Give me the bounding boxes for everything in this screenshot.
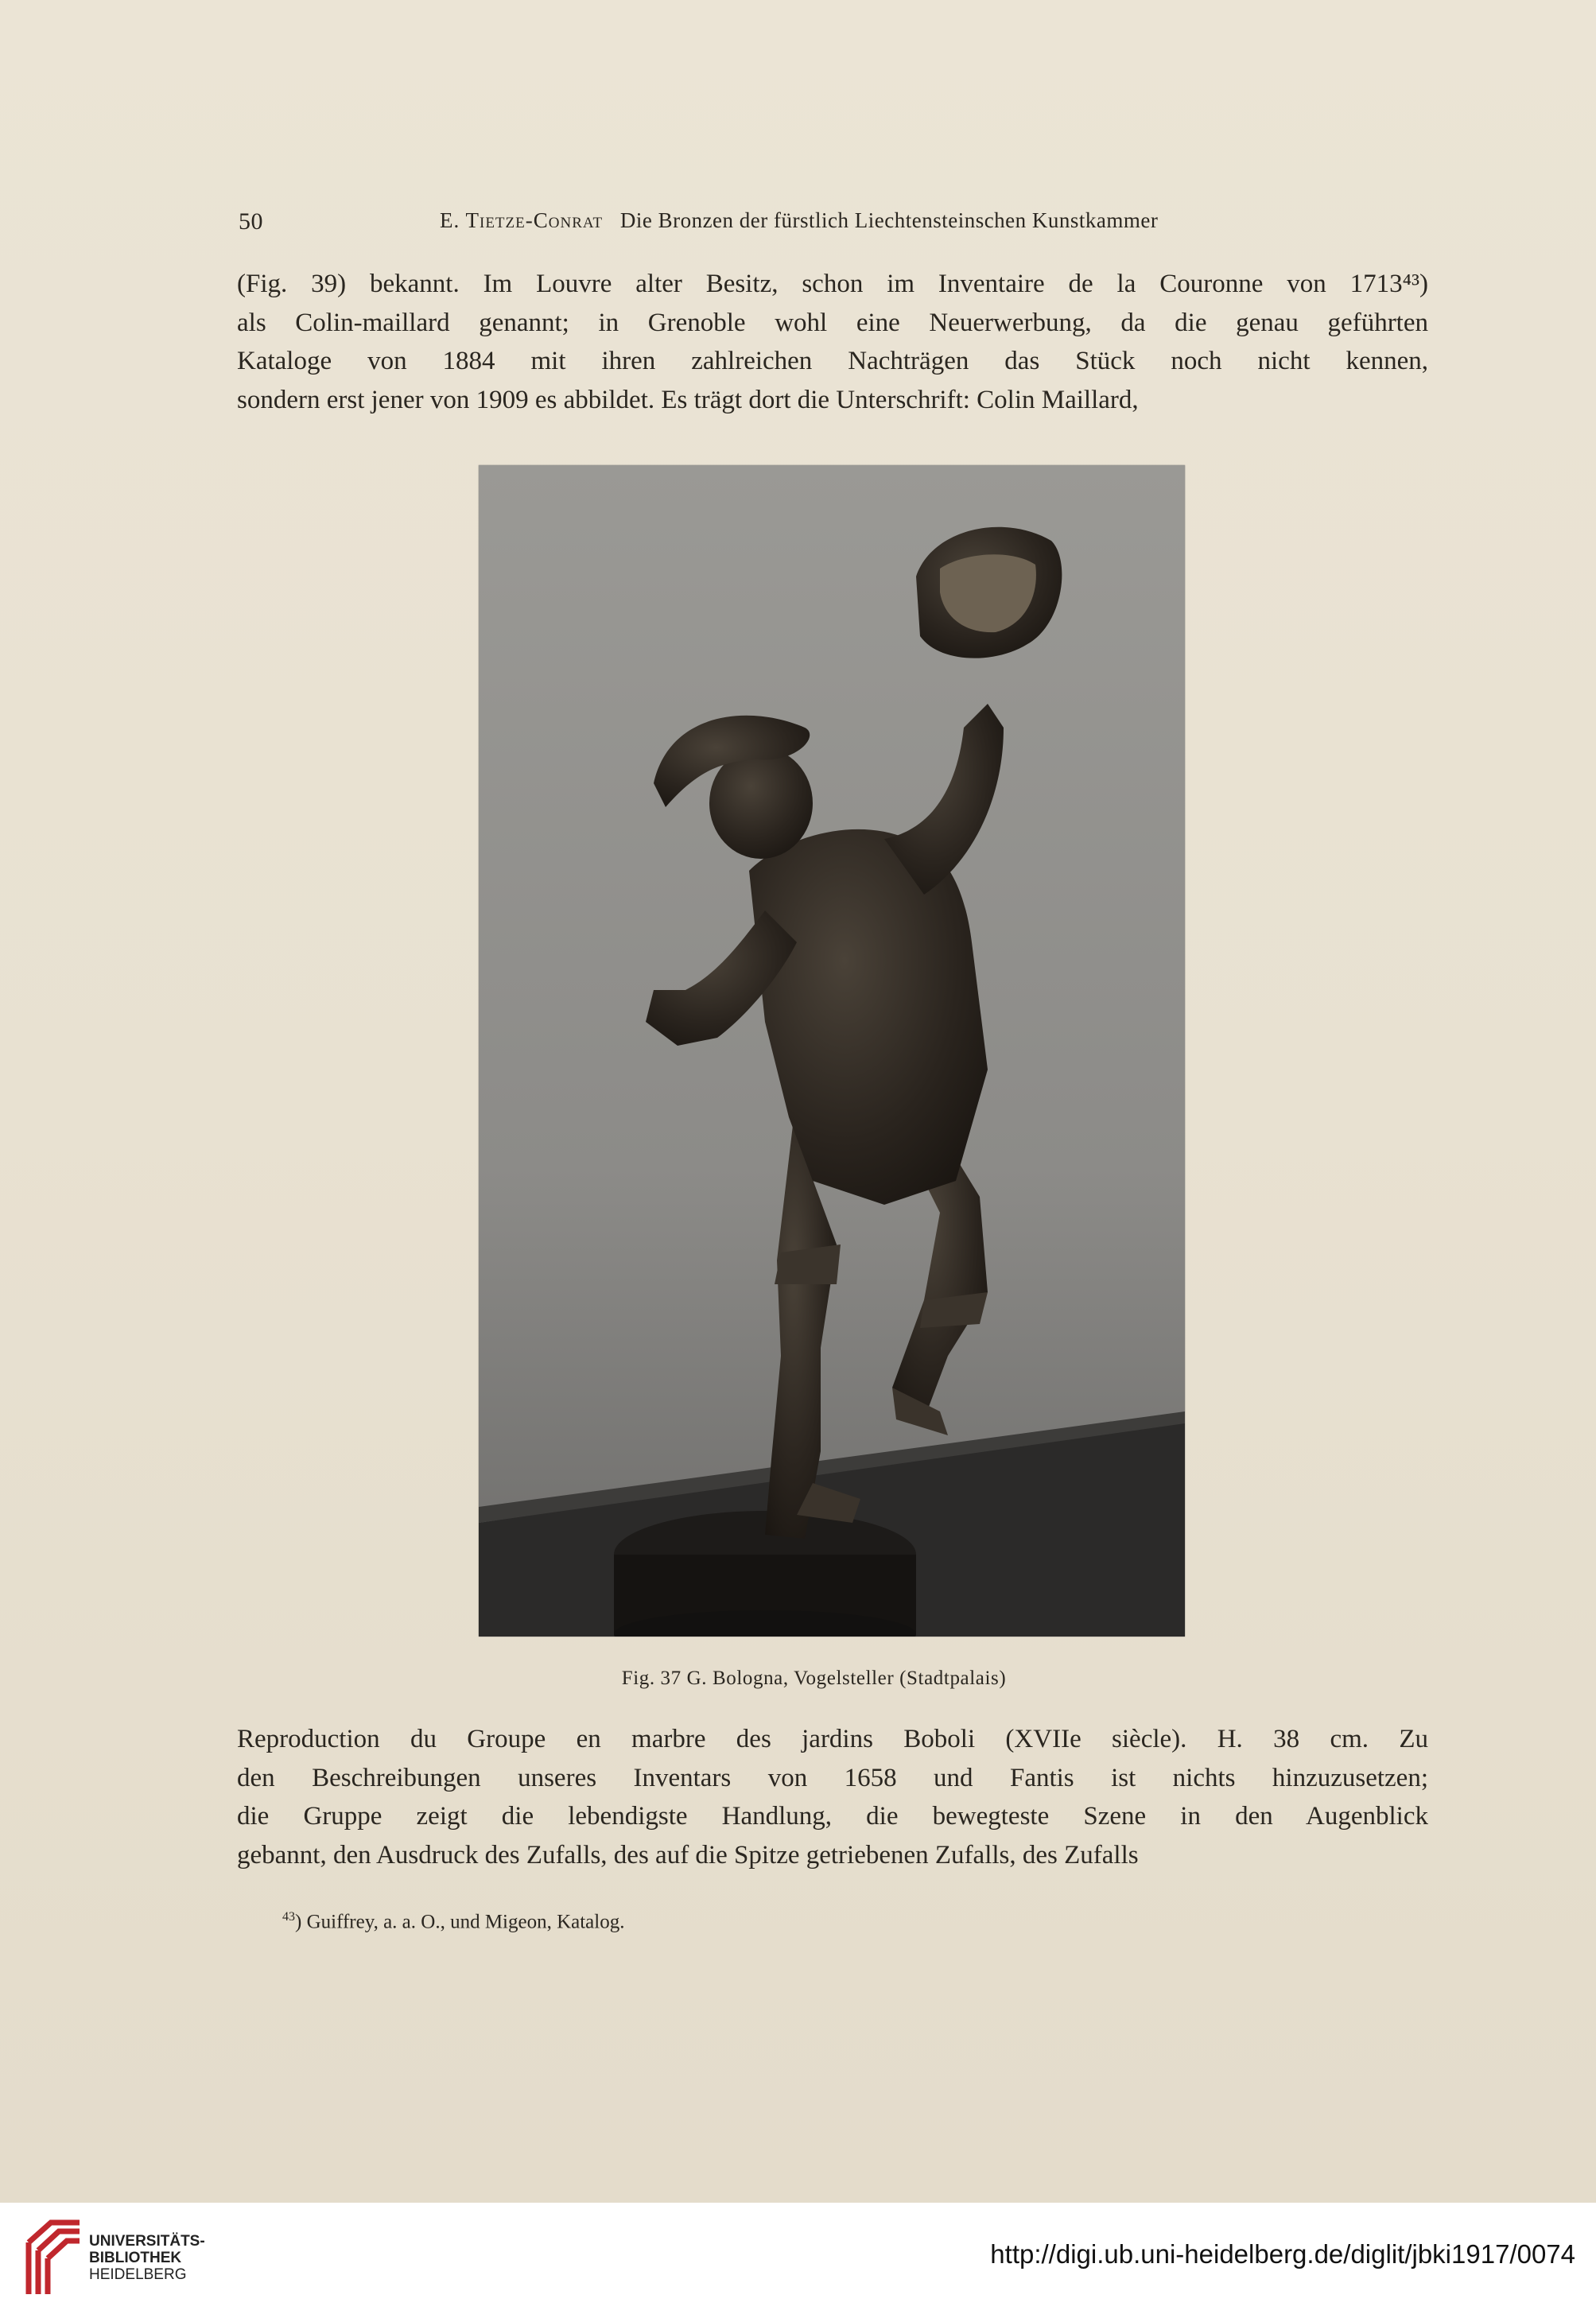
bronze-statuette-image (479, 465, 1185, 1637)
text-line: (Fig. 39) bekannt. Im Louvre alter Besitz, schon im Inventaire de la Couronne von 1713⁴³) (237, 270, 1428, 298)
header-title: Die Bronzen der fürstlich Liechtensteinschen Kunstkammer (619, 208, 1159, 232)
running-header (440, 208, 1158, 233)
source-url-link[interactable]: http://digi.ub.uni-heidelberg.de/diglit/jbki1917/0074 (990, 2239, 1575, 2269)
text-line: als Colin-maillard genannt; in Grenoble wohl eine Neuerwerbung, da die genau geführten (237, 308, 1428, 337)
header-author: E. Tietze-Conrat (440, 208, 604, 232)
body-paragraph-top (237, 265, 1428, 419)
footnote-marker: 43 (282, 1910, 295, 1924)
library-name-line: UNIVERSITÄTS- (89, 2233, 205, 2250)
text-line: Reproduction du Groupe en marbre des jardins Boboli (XVIIe siècle). H. 38 cm. Zu (237, 1725, 1428, 1753)
body-paragraph-bottom (237, 1720, 1428, 1874)
text-line: sondern erst jener von 1909 es abbildet. Es trägt dort die Unterschrift: Colin Maillard, (237, 385, 1139, 414)
text-line: den Beschreibungen unseres Inventars von 1658 und Fantis ist nichts hinzuzusetzen; (237, 1763, 1428, 1792)
ub-heidelberg-logo-icon[interactable] (22, 2219, 86, 2298)
page-number: 50 (239, 208, 263, 235)
footnote (282, 1910, 624, 1933)
library-name[interactable] (89, 2233, 205, 2283)
footnote-text: ) Guiffrey, a. a. O., und Migeon, Katalog. (295, 1911, 625, 1933)
figure-caption: Fig. 37 G. Bologna, Vogelsteller (Stadtpalais) (621, 1668, 1007, 1689)
viewer-footer (0, 2203, 1596, 2318)
library-name-line: HEIDELBERG (89, 2266, 187, 2283)
text-line: gebannt, den Ausdruck des Zufalls, des auf die Spitze getriebenen Zufalls, des Zufalls (237, 1840, 1139, 1870)
library-name-line: BIBLIOTHEK (89, 2250, 182, 2266)
figure-photo (479, 465, 1185, 1637)
text-line: Kataloge von 1884 mit ihren zahlreichen Nachträgen das Stück noch nicht kennen, (237, 347, 1428, 375)
text-line: die Gruppe zeigt die lebendigste Handlung, die bewegteste Szene in den Augenblick (237, 1802, 1428, 1831)
